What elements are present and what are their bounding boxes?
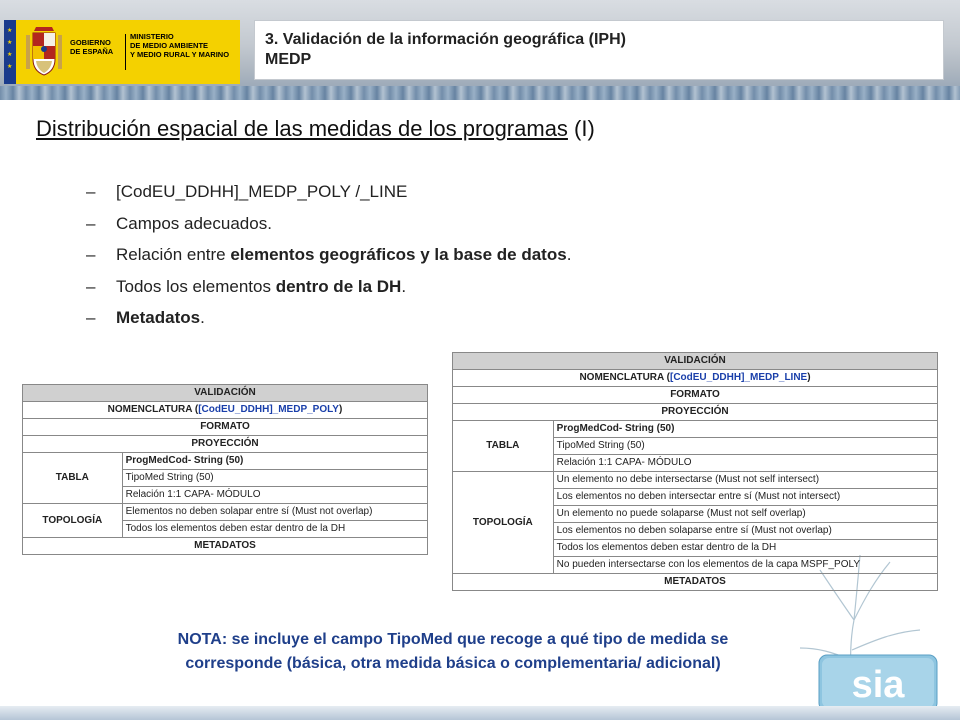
table-cell: Un elemento no debe intersectarse (Must not self intersect): [553, 472, 937, 489]
table-row: NOMENCLATURA ([CodEU_DDHH]_MEDP_LINE): [453, 370, 938, 387]
table-cell: ProgMedCod- String (50): [553, 421, 937, 438]
slide-title-box: [254, 20, 944, 80]
list-item: – Metadatos.: [86, 308, 205, 327]
bullet-list: [86, 180, 571, 338]
table-cell: Un elemento no puede solaparse (Must not self overlap): [553, 506, 937, 523]
list-item: – Todos los elementos dentro de la DH.: [86, 276, 407, 296]
table-cell: Todos los elementos deben estar dentro de la DH: [553, 540, 937, 557]
table-row: METADATOS: [23, 538, 428, 555]
svg-text:sia: sia: [851, 664, 905, 706]
table-cell: TipoMed String (50): [122, 470, 427, 487]
table-cell: Relación 1:1 CAPA- MÓDULO: [553, 455, 937, 472]
table-cell: Todos los elementos deben estar dentro de la DH: [122, 521, 427, 538]
table-cell: No pueden intersectarse con los elementos de la capa MSPF_POLY: [553, 557, 937, 574]
main-heading: Distribución espacial de las medidas de los programas (I): [36, 116, 595, 141]
table-cell: TipoMed String (50): [553, 438, 937, 455]
table-cell: ProgMedCod- String (50): [122, 453, 427, 470]
list-item: – [CodEU_DDHH]_MEDP_POLY /_LINE: [86, 182, 408, 201]
table-row: PROYECCIÓN: [453, 404, 938, 421]
list-item: – Campos adecuados.: [86, 213, 272, 233]
table-row-label: TABLA: [453, 421, 554, 472]
table-header: VALIDACIÓN: [23, 385, 428, 402]
table-row: FORMATO: [453, 387, 938, 404]
list-item: – Relación entre elementos geográficos y la base de datos.: [86, 245, 572, 264]
table-cell: Relación 1:1 CAPA- MÓDULO: [122, 487, 427, 504]
coat-of-arms-icon: [24, 25, 64, 79]
table-cell: Los elementos no deben intersectar entre sí (Must not intersect): [553, 489, 937, 506]
table-cell: Los elementos no deben solaparse entre sí (Must not overlap): [553, 523, 937, 540]
line-validation-table: [452, 352, 938, 591]
table-cell: Elementos no deben solapar entre sí (Must not overlap): [122, 504, 427, 521]
poly-validation-table: [22, 384, 428, 555]
logo-divider: [125, 34, 126, 70]
table-row: PROYECCIÓN: [23, 436, 428, 453]
table-row: FORMATO: [23, 419, 428, 436]
table-row: METADATOS: [453, 574, 938, 591]
sia-logo: [818, 654, 938, 712]
table-row-label: TOPOLOGÍA: [453, 472, 554, 574]
header-water-strip: [0, 86, 960, 100]
note-text: NOTA: se incluye el campo TipoMed que recoge a qué tipo de medida se corresponde (básica, otra medida básica o complementaria/ adicional): [177, 631, 729, 672]
ministry-label: MINISTERIO DE MEDIO AMBIENTE Y MEDIO RURAL Y MARINO: [130, 32, 230, 59]
government-logo: [4, 20, 240, 84]
government-label: GOBIERNO DE ESPAÑA: [70, 38, 114, 56]
table-row: NOMENCLATURA ([CodEU_DDHH]_MEDP_POLY): [23, 402, 428, 419]
table-header: VALIDACIÓN: [453, 353, 938, 370]
table-row-label: TOPOLOGÍA: [23, 504, 123, 538]
eu-flag-icon: ★ ★ ★ ★: [4, 20, 16, 84]
slide-title: 3. Validación de la información geográfica (IPH) MEDP: [265, 31, 626, 68]
footer-band: [0, 706, 960, 720]
table-row-label: TABLA: [23, 453, 123, 504]
